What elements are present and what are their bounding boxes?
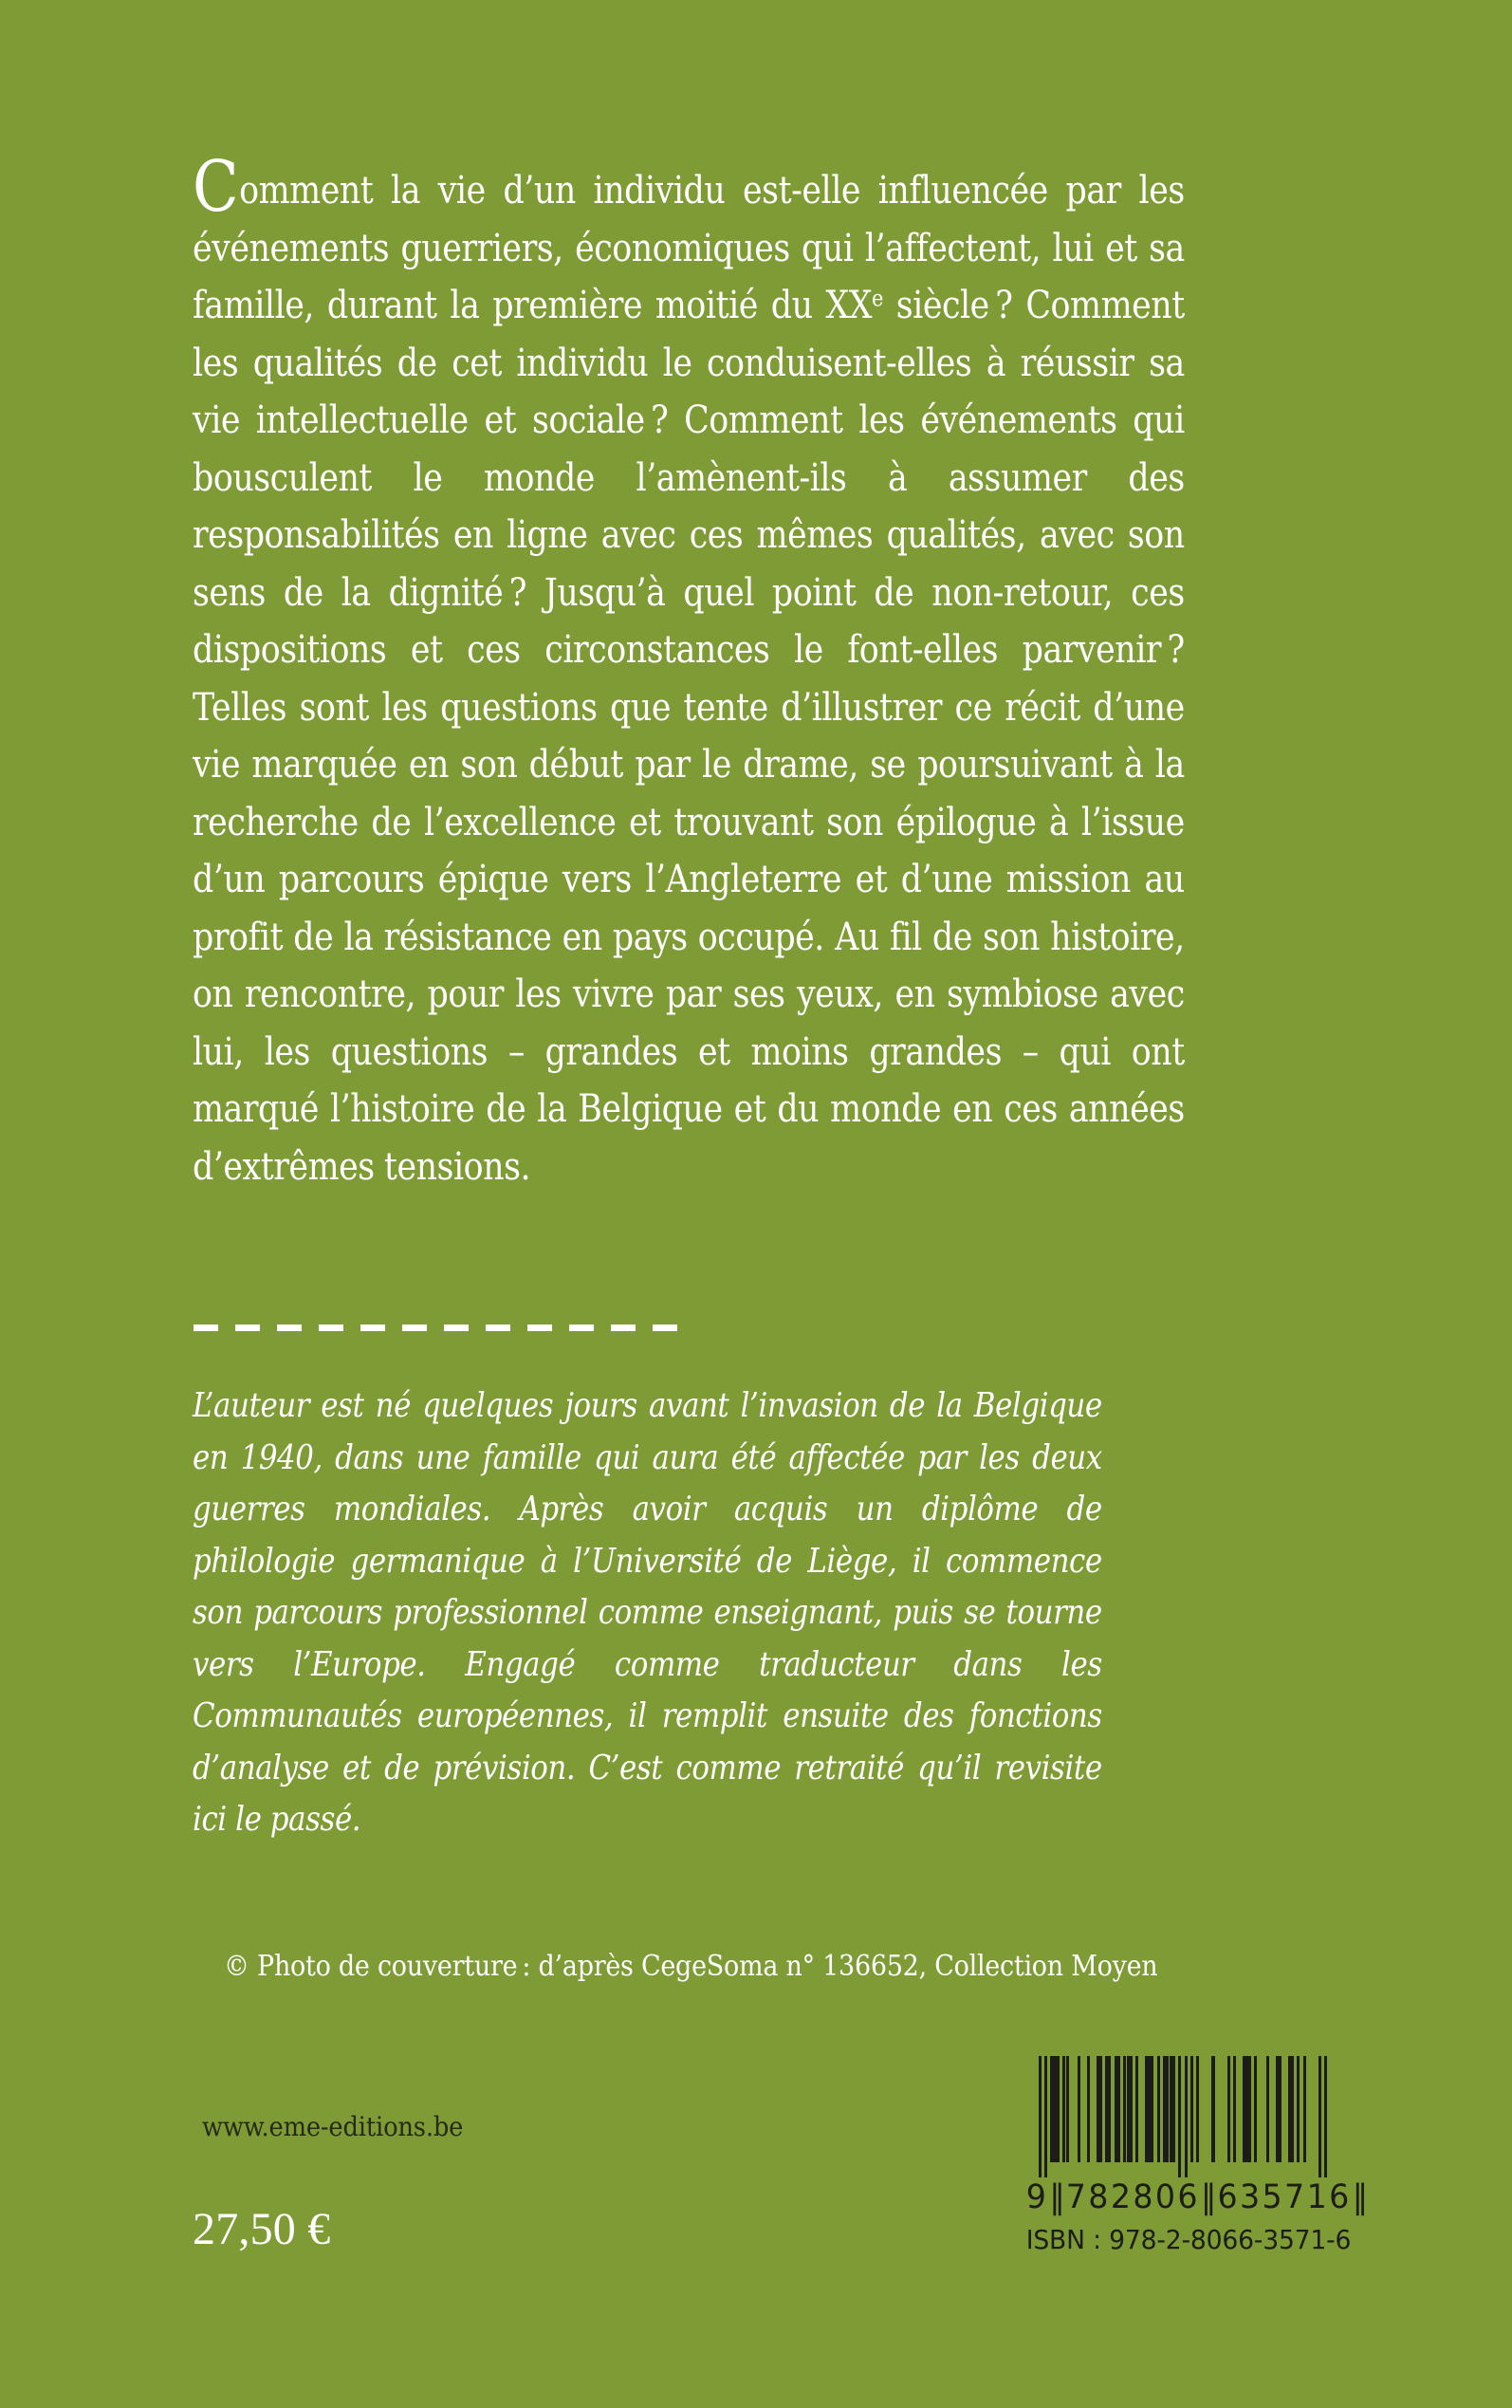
barcode-separator-mid: ‖	[1200, 2178, 1217, 2216]
barcode-digits-right: 635716	[1217, 2178, 1352, 2216]
barcode-separator-right: ‖	[1352, 2178, 1369, 2216]
barcode-separator-left: ‖	[1049, 2178, 1065, 2216]
price-label: 27,50 €	[193, 2204, 331, 2254]
blurb-dropcap: C	[193, 146, 239, 228]
blurb-paragraph	[193, 146, 1185, 1195]
blurb-text-part1: omment la vie d’un individu est-elle influencée par les événements guerriers, économiques qui l’affectent, lui et sa famille, durant la première moitié du XX	[193, 167, 1185, 327]
author-bio: L’auteur est né quelques jours avant l’invasion de la Belgique en 1940, dans une famille qui aura été affectée par les deux guerres mondiales. Après avoir acquis un diplôme de philologie germanique à l’Université de Liège, il commence son parcours professionnel comme enseignant, puis se tourne vers l’Europe. Engagé comme traducteur dans les Communautés européennes, il remplit ensuite des fonctions d’analyse et de prévision. C’est comme retraité qu’il revisite ici le passé.	[193, 1386, 1102, 1839]
barcode-digits	[1025, 2178, 1369, 2216]
blurb-text-part2: siècle ? Comment les qualités de cet individu le conduisent-elles à réussir sa vie intellectuelle et sociale ? Comment les événements qui bousculent le monde l’amènent-ils à assumer des responsabilités en ligne avec ces mêmes qualités, avec son sens de la dignité ? Jusqu’à quel point de non-retour, ces dispositions et ces circonstances le font-elles parvenir ? Telles sont les questions que tente d’illustrer ce récit d’une vie marquée en son début par le drame, se poursuivant à la recherche de l’excellence et trouvant son épilogue à l’issue d’un parcours épique vers l’Angleterre et d’une mission au profit de la résistance en pays occupé. Au fil de son histoire, on rencontre, pour les vivre par ses yeux, en symbiose avec lui, les questions – grandes et moins grandes – qui ont marqué l’histoire de la Belgique et du monde en ces années d’extrêmes tensions.	[193, 282, 1185, 1189]
barcode-digits-left: 782806	[1065, 2178, 1200, 2216]
barcode-bars-icon	[1022, 2056, 1344, 2177]
dashed-divider	[194, 1324, 681, 1331]
blurb-ordinal-suffix: e	[872, 284, 883, 312]
publisher-website[interactable]: www.eme-editions.be	[202, 2111, 464, 2142]
photo-credit-line: © Photo de couverture : d’après CegeSoma n° 136652, Collection Moyen	[224, 1950, 1158, 1983]
barcode-digit-lead: 9	[1025, 2178, 1049, 2216]
isbn-line: ISBN : 978-2-8066-3571-6	[1025, 2224, 1352, 2255]
barcode-block	[1018, 2056, 1369, 2255]
